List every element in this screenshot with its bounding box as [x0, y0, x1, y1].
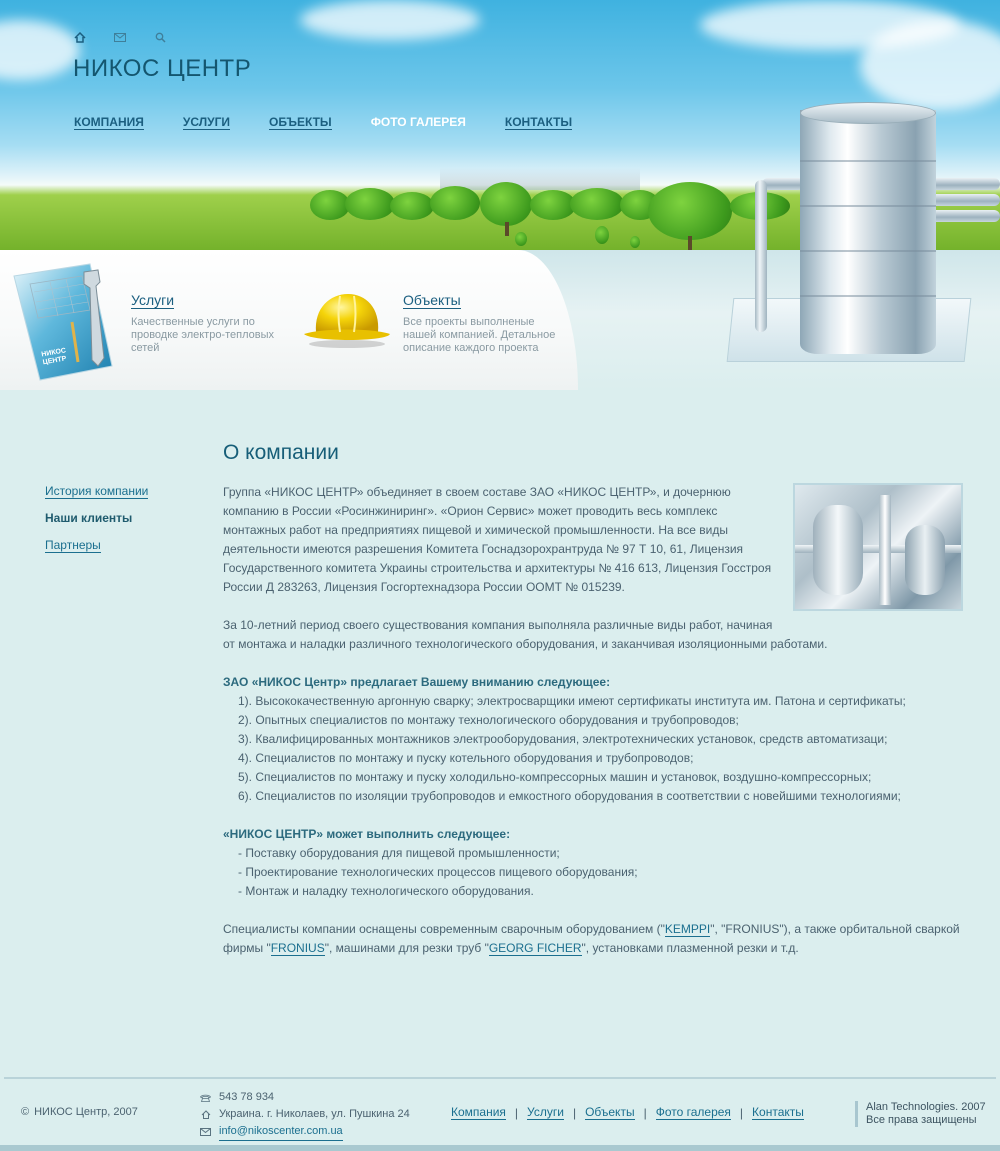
- intro-paragraph: Группа «НИКОС ЦЕНТР» объединяет в своем составе ЗАО «НИКОС ЦЕНТР», и дочернюю компанию в России «Росинжиниринг». «Орион Сервис» может проводить весь комплекс монтажных работ на предприятиях пищевой и химической промышленности. На все виды деятельности имеются разрешения Комитета Госнадзорохрантруда № 97 Т 10, 61, Лицензия Государственного комитета Украины строительства и архитектуры № 416 613, Лицензия Госстроя России Д 283263, Лицензия Госгортехнадзора России ООМТ № 015239.: [223, 485, 772, 594]
- footer-separator: |: [643, 1105, 647, 1120]
- list-item: 6). Специалистов по изоляции трубопроводов и емкостного оборудования в соответствии с новейшими технологиями;: [238, 789, 901, 803]
- sidebar-link-partners[interactable]: Партнеры: [45, 538, 101, 552]
- list-item: - Поставку оборудования для пищевой промышленности;: [238, 846, 560, 860]
- offer-title: ЗАО «НИКОС Центр» предлагает Вашему вниманию следующее:: [223, 675, 611, 689]
- nav-item-photo-gallery[interactable]: ФОТО ГАЛЕРЕЯ: [370, 115, 466, 129]
- footer-address: Украина. г. Николаев, ул. Пушкина 24: [219, 1108, 410, 1120]
- list-item: 2). Опытных специалистов по монтажу технологического оборудования и трубопроводов;: [238, 713, 739, 727]
- footer-link-company[interactable]: Компания: [451, 1105, 506, 1119]
- hard-hat-icon[interactable]: [302, 288, 392, 350]
- promo-objects-desc: Все проекты выполненые нашей компанией. Детальное описание каждого проекта: [403, 316, 556, 354]
- pipe: [930, 178, 1000, 190]
- pipe: [762, 178, 804, 190]
- nav-item-objects[interactable]: ОБЪЕКТЫ: [269, 115, 332, 129]
- page-title: О компании: [223, 441, 339, 464]
- list-item: 3). Квалифицированных монтажников электрооборудования, электротехнических установок, средств автоматизаци;: [238, 732, 888, 746]
- link-kemppi[interactable]: KEMPPI: [664, 922, 711, 936]
- footer-email-link[interactable]: info@nikoscenter.com.ua: [219, 1123, 343, 1141]
- phone-icon: [200, 1092, 211, 1103]
- link-fronius[interactable]: FRONIUS: [270, 941, 325, 955]
- site-title[interactable]: НИКОС ЦЕНТР: [73, 55, 252, 82]
- mail-icon[interactable]: [113, 30, 127, 44]
- footer-divider: [4, 1077, 996, 1079]
- capabilities-title: «НИКОС ЦЕНТР» может выполнить следующее:: [223, 827, 511, 841]
- copyright-text: НИКОС Центр, 2007: [34, 1106, 138, 1118]
- list-item: - Проектирование технологических процессов пищевого оборудования;: [238, 865, 638, 879]
- nav-item-contacts[interactable]: КОНТАКТЫ: [504, 115, 573, 129]
- capabilities-list: [223, 844, 963, 901]
- footer-address-row: [200, 1106, 410, 1123]
- footer-developer: [855, 1101, 986, 1127]
- industrial-equipment-photo: [793, 483, 963, 611]
- footer-email-row: [200, 1123, 410, 1141]
- top-icon-bar: [73, 30, 167, 44]
- promo-services-desc: Качественные услуги по проводке электро-тепловых сетей: [131, 316, 274, 354]
- footer-nav: [451, 1105, 804, 1120]
- home-icon: [200, 1109, 211, 1120]
- promo-objects: [403, 292, 558, 355]
- mail-icon: [200, 1127, 211, 1138]
- list-item: 4). Специалистов по монтажу и пуску котельного оборудования и трубопроводов;: [238, 751, 694, 765]
- promo-objects-title[interactable]: Объекты: [403, 292, 461, 308]
- offer-list: [223, 692, 963, 806]
- promo-services-title[interactable]: Услуги: [131, 292, 175, 308]
- footer-separator: |: [572, 1105, 577, 1120]
- nav-item-services[interactable]: УСЛУГИ: [182, 115, 231, 129]
- copyright-icon: ©: [21, 1106, 30, 1118]
- footer-separator: |: [739, 1105, 744, 1120]
- footer-copyright: [21, 1106, 138, 1118]
- footer-link-contacts[interactable]: Контакты: [752, 1105, 804, 1119]
- main-nav: [74, 115, 611, 130]
- nav-item-company[interactable]: КОМПАНИЯ: [74, 115, 144, 129]
- storage-tank: [800, 110, 936, 354]
- footer-link-photo-gallery[interactable]: Фото галерея: [655, 1105, 731, 1119]
- sidebar: [45, 484, 148, 565]
- footer-contacts: [200, 1089, 410, 1141]
- promo-services: [131, 292, 286, 355]
- pipe: [930, 210, 1000, 222]
- history-paragraph: За 10-летний период своего существования компания выполняла различные виды работ, начиная от монтажа и наладки различного технологического оборудования, и заканчивая изоляционными работами.: [223, 618, 828, 651]
- home-icon[interactable]: [73, 30, 87, 44]
- sidebar-item-clients[interactable]: Наши клиенты: [45, 511, 133, 525]
- search-icon[interactable]: [153, 30, 167, 44]
- pipe: [930, 194, 1000, 206]
- storage-tank-top: [800, 102, 936, 124]
- sidebar-link-history[interactable]: История компании: [45, 484, 149, 498]
- rights-text: Все права защищены: [866, 1114, 977, 1126]
- main-content: [223, 440, 963, 977]
- offer-section: [223, 673, 963, 806]
- pipe: [755, 180, 767, 332]
- list-item: 5). Специалистов по монтажу и пуску холодильно-компрессорных машин и установок, воздушно-компрессорных;: [238, 770, 872, 784]
- list-item: - Монтаж и наладку технологического оборудования.: [238, 884, 534, 898]
- sidebar-item-partners: [45, 538, 148, 553]
- sidebar-item-history: [45, 484, 148, 499]
- link-georg-ficher[interactable]: GEORG FICHER: [488, 941, 582, 955]
- list-item: 1). Высококачественную аргонную сварку; электросварщики имеют сертификаты института им. Патона и сертификаты;: [238, 694, 906, 708]
- brochure-wrench-icon[interactable]: [12, 262, 117, 384]
- footer-phone-row: [200, 1089, 410, 1106]
- equipment-paragraph: Специалисты компании оснащены современным сварочным оборудованием ("KEMPPI", "FRONIUS"), а также орбитальной сваркой фирмы "FRONIUS", машинами для резки труб "GEORG FICHER", установками плазменной резки и т.д.: [223, 922, 960, 955]
- footer-phone: 543 78 934: [219, 1091, 275, 1103]
- footer-separator: |: [514, 1105, 519, 1120]
- capabilities-section: [223, 825, 963, 901]
- footer-link-objects[interactable]: Объекты: [585, 1105, 635, 1119]
- developer-name[interactable]: Alan Technologies. 2007: [866, 1101, 986, 1113]
- brochure-label: НИКОС ЦЕНТР: [40, 347, 67, 367]
- footer-link-services[interactable]: Услуги: [527, 1105, 564, 1119]
- footer-bottom-bar: [0, 1145, 1000, 1151]
